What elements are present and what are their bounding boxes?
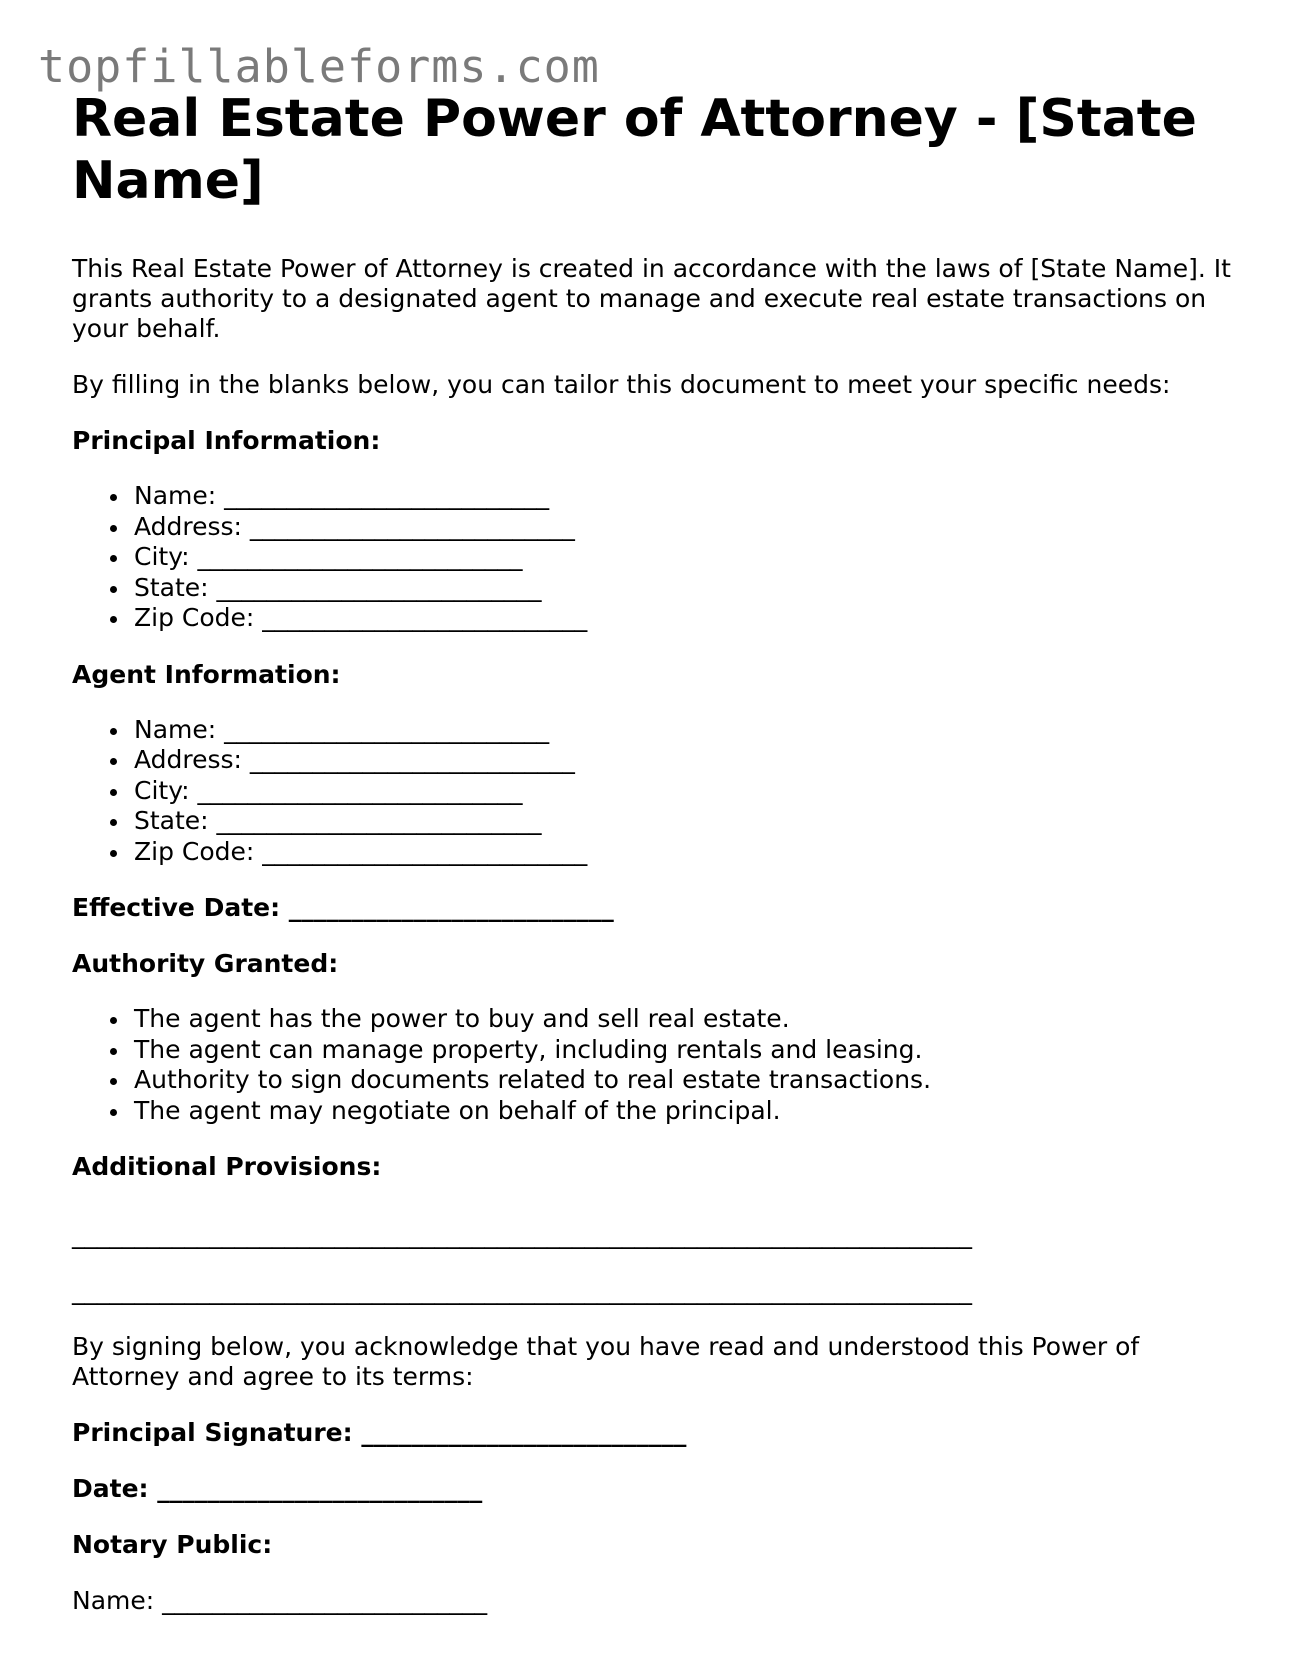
acknowledgement-text: By signing below, you acknowledge that you have read and understood this Power of Attorney and agree to its terms: <box>72 1332 1140 1391</box>
agent-zip-field[interactable]: Zip Code: __________________________ <box>134 837 1252 868</box>
principal-zip-field[interactable]: Zip Code: __________________________ <box>134 603 1252 634</box>
agent-city-field[interactable]: City: __________________________ <box>134 776 1252 807</box>
notary-heading: Notary Public: <box>72 1530 273 1559</box>
principal-name-field[interactable]: Name: __________________________ <box>134 481 1252 512</box>
principal-signature-field[interactable]: Principal Signature: __________________________ <box>72 1418 687 1447</box>
authority-item: Authority to sign documents related to real estate transactions. <box>134 1065 1252 1096</box>
agent-fields <box>72 715 1252 868</box>
authority-item: The agent has the power to buy and sell real estate. <box>134 1004 1252 1035</box>
watermark: topfillableforms.com <box>38 40 600 93</box>
principal-address-field[interactable]: Address: __________________________ <box>134 512 1252 543</box>
additional-provisions-heading: Additional Provisions: <box>72 1152 382 1181</box>
document-body <box>72 88 1252 1616</box>
principal-heading: Principal Information: <box>72 426 381 455</box>
additional-provisions-line-1[interactable]: ________________________________________________________________________ <box>72 1220 972 1249</box>
fill-instructions: By filling in the blanks below, you can tailor this document to meet your specific needs: <box>72 370 1171 399</box>
principal-state-field[interactable]: State: __________________________ <box>134 573 1252 604</box>
effective-date-field[interactable]: Effective Date: __________________________ <box>72 893 614 922</box>
agent-heading: Agent Information: <box>72 659 341 689</box>
authority-item: The agent can manage property, including rentals and leasing. <box>134 1035 1252 1066</box>
principal-city-field[interactable]: City: __________________________ <box>134 542 1252 573</box>
agent-name-field[interactable]: Name: __________________________ <box>134 715 1252 746</box>
notary-name-field[interactable]: Name: __________________________ <box>72 1586 488 1615</box>
authority-heading: Authority Granted: <box>72 949 339 978</box>
agent-state-field[interactable]: State: __________________________ <box>134 806 1252 837</box>
intro-paragraph: This Real Estate Power of Attorney is created in accordance with the laws of [State Name]. It grants authority to a designated agent to manage and execute real estate transactions on your behalf. <box>72 254 1231 343</box>
agent-address-field[interactable]: Address: __________________________ <box>134 745 1252 776</box>
document-title: Real Estate Power of Attorney - [State Name] <box>72 89 1197 211</box>
additional-provisions-line-2[interactable]: ________________________________________________________________________ <box>72 1276 972 1305</box>
authority-list <box>72 1004 1252 1126</box>
principal-fields <box>72 481 1252 634</box>
authority-item: The agent may negotiate on behalf of the principal. <box>134 1096 1252 1127</box>
signature-date-field[interactable]: Date: __________________________ <box>72 1474 483 1503</box>
